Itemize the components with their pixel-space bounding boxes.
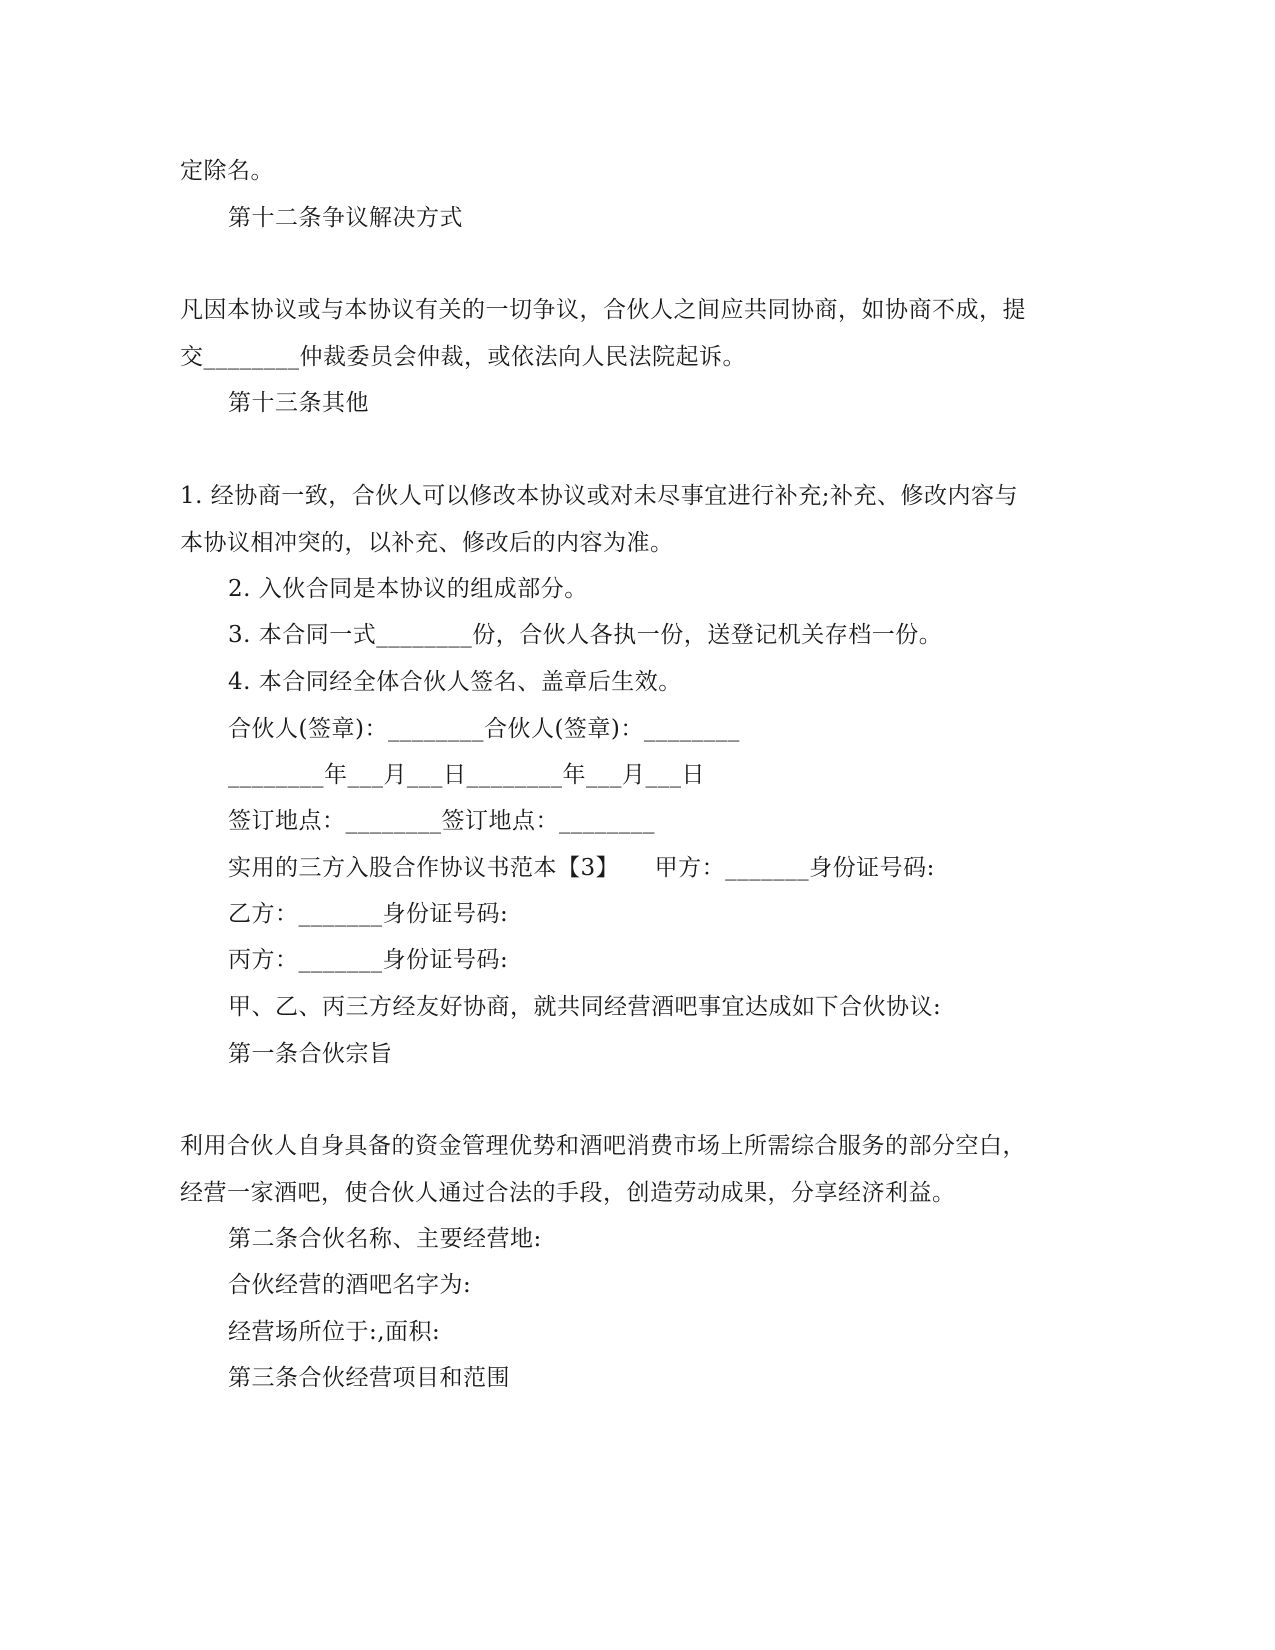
- party-b-line: 乙方：_______身份证号码:: [228, 901, 509, 927]
- party-c-line: 丙方：_______身份证号码:: [228, 947, 509, 973]
- section-heading-12: 第十二条争议解决方式: [228, 205, 463, 231]
- article-1-heading: 第一条合伙宗旨: [228, 1041, 393, 1067]
- text-line-19: 利用合伙人自身具备的资金管理优势和酒吧消费市场上所需综合服务的部分空白，: [180, 1133, 1026, 1159]
- text-line-23: 经营场所位于:,面积:: [228, 1319, 441, 1345]
- signature-line: 合伙人(签章)：________合伙人(签章)：________: [228, 716, 740, 742]
- text-line-7: 本协议相冲突的，以补充、修改后的内容为准。: [180, 530, 674, 556]
- text-line-22: 合伙经营的酒吧名字为:: [228, 1272, 472, 1298]
- text-line-17: 甲、乙、丙三方经友好协商，就共同经营酒吧事宜达成如下合伙协议:: [228, 994, 942, 1020]
- article-2-heading: 第二条合伙名称、主要经营地:: [228, 1226, 542, 1252]
- text-line-9: 3. 本合同一式________份，合伙人各执一份，送登记机关存档一份。: [228, 622, 943, 648]
- party-a-line: 实用的三方入股合作协议书范本【3】 甲方：_______身份证号码:: [228, 855, 935, 881]
- text-line-1: 定除名。: [180, 158, 274, 184]
- date-line: ________年___月___日________年___月___日: [228, 762, 705, 788]
- text-line-3: 凡因本协议或与本协议有关的一切争议，合伙人之间应共同协商，如协商不成，提: [180, 297, 1026, 323]
- text-line-4: 交________仲裁委员会仲裁，或依法向人民法院起诉。: [180, 344, 746, 370]
- text-line-20: 经营一家酒吧，使合伙人通过合法的手段，创造劳动成果，分享经济利益。: [180, 1180, 956, 1206]
- text-line-10: 4. 本合同经全体合伙人签名、盖章后生效。: [228, 669, 682, 695]
- article-3-heading: 第三条合伙经营项目和范围: [228, 1365, 510, 1391]
- text-line-6: 1. 经协商一致，合伙人可以修改本协议或对未尽事宜进行补充;补充、修改内容与: [180, 483, 1019, 509]
- text-line-8: 2. 入伙合同是本协议的组成部分。: [228, 576, 588, 602]
- section-heading-13: 第十三条其他: [228, 390, 369, 416]
- signing-place-line: 签订地点：________签订地点：________: [228, 808, 655, 834]
